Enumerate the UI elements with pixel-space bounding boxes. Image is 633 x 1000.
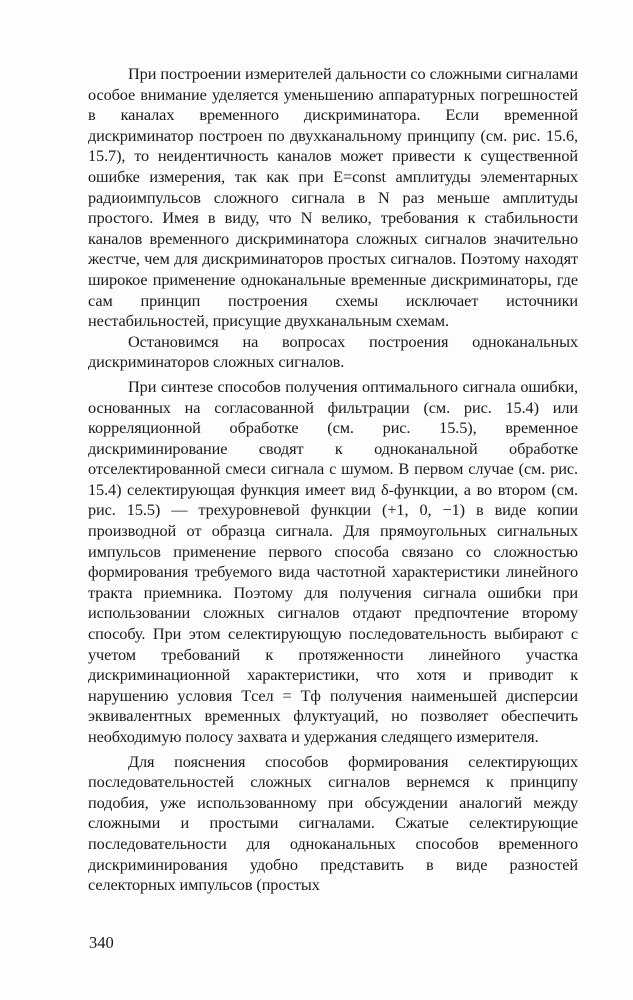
paragraph-4: Для пояснения способов формирования селектирующих последовательностей сложных сигналов вернемся к принципу подобия, уже использованному при обсуждении аналогий между сложными и простыми сигналами. Сжатые селектирующие последовательности для одноканальных способов временного дискриминирования удобно представить в виде разностей селекторных импульсов (простых [88,751,578,895]
body-text [88,64,578,896]
paragraph-3: При синтезе способов получения оптимального сигнала ошибки, основанных на согласованной фильтрации (см. рис. 15.4) или корреляционной обработке (см. рис. 15.5), временное дискриминирование сводят к одноканальной обработке отселектированной смеси сигнала с шумом. В первом случае (см. рис. 15.4) селектирующая функция имеет вид δ-функции, а во втором (см. рис. 15.5) — трехуровневой функции (+1, 0, −1) в виде копии производной от образца сигнала. Для прямоугольных сигнальных импульсов применение первого способа связано со сложностью формирования требуемого вида частотной характеристики линейного тракта приемника. Поэтому для получения сигнала ошибки при использовании сложных сигналов отдают предпочтение второму способу. При этом селектирующую последовательность выбирают с учетом требований к протяженности линейного участка дискриминационной характеристики, что хотя и приводит к нарушению условия Tсел = Tф получения наименьшей дисперсии эквивалентных временных флуктуаций, но позволяет обеспечить необходимую полосу захвата и удержания следящего измерителя. [88,376,578,746]
page-number: 340 [89,933,114,952]
paragraph-1: При построении измерителей дальности со сложными сигналами особое внимание уделяется уменьшению аппаратурных погрешностей в каналах временного дискриминатора. Если временной дискриминатор построен по двухканальному принципу (см. рис. 15.6, 15.7), то неидентичность каналов может привести к существенной ошибке измерения, так как при E=const амплитуды элементарных радиоимпульсов сложного сигнала в N раз меньше амплитуды простого. Имея в виду, что N велико, требования к стабильности каналов временного дискриминатора сложных сигналов значительно жестче, чем для дискриминаторов простых сигналов. Поэтому находят широкое применение одноканальные временные дискриминаторы, где сам принцип построения схемы исключает источники нестабильностей, присущие двухканальным схемам. [88,64,578,331]
paragraph-2: Остановимся на вопросах построения одноканальных дискриминаторов сложных сигналов. [88,331,578,372]
